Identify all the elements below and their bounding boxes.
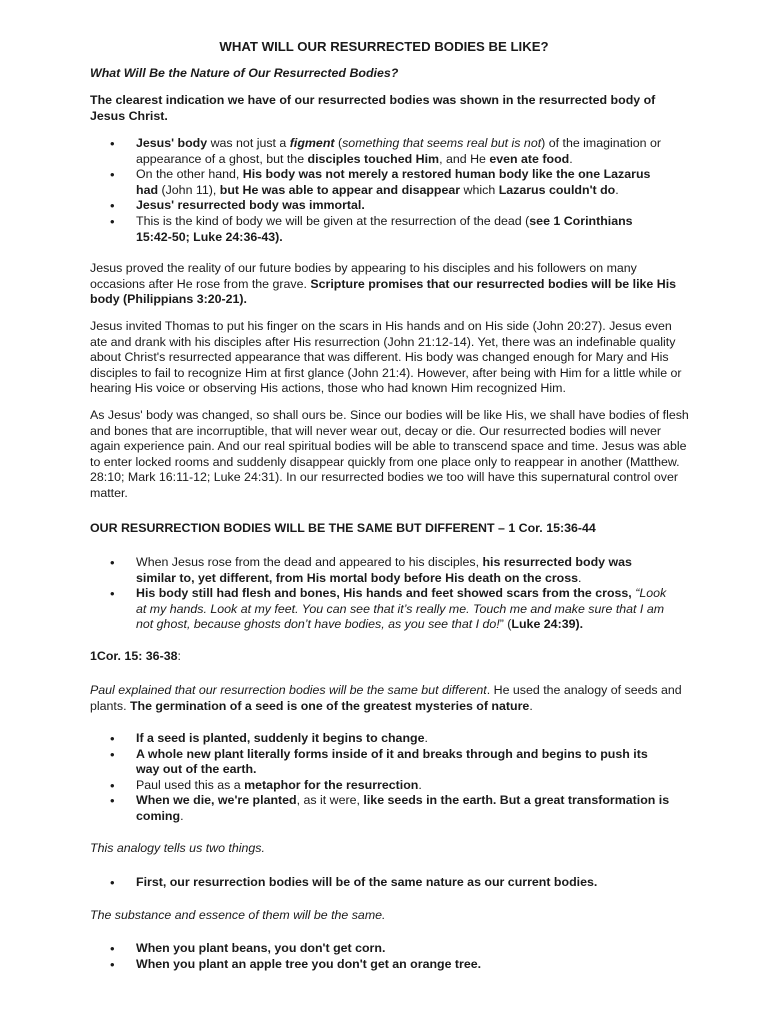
list-item: • When we die, we're planted, as it were, like seeds in the earth. But a great transformation is coming. bbox=[110, 793, 670, 824]
list-item: • Jesus' resurrected body was immortal. bbox=[110, 198, 670, 214]
section-heading: OUR RESURRECTION BODIES WILL BE THE SAME BUT DIFFERENT – 1 Cor. 15:36-44 bbox=[90, 521, 596, 535]
list-item: • When Jesus rose from the dead and appeared to his disciples, his resurrected body was similar to, yet different, from His mortal body before His death on the cross. bbox=[110, 555, 670, 586]
paragraph: As Jesus' body was changed, so shall ours be. Since our bodies will be like His, we shall have bodies of flesh and bones that are incorruptible, that will never wear out, decay or die. Our resurrected bodies will never again experience pain. And our real spiritual bodies will be able to transcend space and time. Jesus was able to enter locked rooms and suddenly disappear quickly from one place only to reappear in another (Matthew. 28:10; Mark 16:11-12; Luke 24:31). In our resurrected bodies we too will have this supernatural control over matter. bbox=[90, 408, 689, 500]
paragraph: Jesus proved the reality of our future bodies by appearing to his disciples and his followers on many occasions after He rose from the grave. Scripture promises that our resurrected bodies will be like His body (Philippians 3:20-21). bbox=[90, 261, 677, 307]
paragraph: Jesus invited Thomas to put his finger on the scars in His hands and on His side (John 20:27). Jesus even ate and drank with his disciples after His resurrection (John 21:12-14). Yet, there was an indefinable quality about Christ's resurrected appearance that was different. His body was changed enough for Mary and His disciples to fail to recognize Him at first glance (John 21:4). However, after being with Him for a little while or hearing His voice or observing His actions, those who had known Him recognized Him. bbox=[90, 319, 682, 396]
intro-paragraph: The clearest indication we have of our resurrected bodies was shown in the resurrected body of Jesus Christ. bbox=[90, 93, 656, 123]
paragraph: This analogy tells us two things. bbox=[90, 841, 265, 855]
list-item: • His body still had flesh and bones, His hands and feet showed scars from the cross, “Look at my hands. Look at my feet. You can see that it’s really me. Touch me and make sure that I am not ghost, because ghosts don’t have bodies, as you see that I do!” (Luke 24:39). bbox=[110, 586, 670, 633]
list-item: • When you plant beans, you don't get corn. bbox=[110, 941, 670, 957]
paragraph: Paul explained that our resurrection bodies will be the same but different. He used the analogy of seeds and plants. The germination of a seed is one of the greatest mysteries of nature. bbox=[90, 683, 682, 713]
page-title: WHAT WILL OUR RESURRECTED BODIES BE LIKE? bbox=[219, 39, 549, 54]
same-but-different-list bbox=[110, 555, 670, 633]
list-item: • This is the kind of body we will be given at the resurrection of the dead (see 1 Corinthians 15:42-50; Luke 24:36-43). bbox=[110, 214, 670, 245]
list-item: • First, our resurrection bodies will be of the same nature as our current bodies. bbox=[110, 875, 670, 891]
seed-list bbox=[110, 731, 670, 825]
nature-point-list bbox=[110, 875, 670, 891]
list-item: • When you plant an apple tree you don't get an orange tree. bbox=[110, 957, 670, 973]
list-item: • Jesus' body was not just a figment (something that seems real but is not) of the imagination or appearance of a ghost, but the disciples touched Him, and He even ate food. bbox=[110, 136, 670, 167]
list-item: • A whole new plant literally forms inside of it and breaks through and begins to push its way out of the earth. bbox=[110, 747, 670, 778]
scripture-reference: 1Cor. 15: 36-38: bbox=[90, 649, 181, 663]
list-item: • On the other hand, His body was not merely a restored human body like the one Lazarus had (John 11), but He was able to appear and disappear which Lazarus couldn't do. bbox=[110, 167, 670, 198]
paragraph: The substance and essence of them will be the same. bbox=[90, 908, 386, 922]
list-item: • Paul used this as a metaphor for the resurrection. bbox=[110, 778, 670, 794]
section-subtitle: What Will Be the Nature of Our Resurrected Bodies? bbox=[90, 66, 399, 80]
nature-list bbox=[110, 136, 670, 245]
list-item: • If a seed is planted, suddenly it begins to change. bbox=[110, 731, 670, 747]
planting-list bbox=[110, 941, 670, 972]
